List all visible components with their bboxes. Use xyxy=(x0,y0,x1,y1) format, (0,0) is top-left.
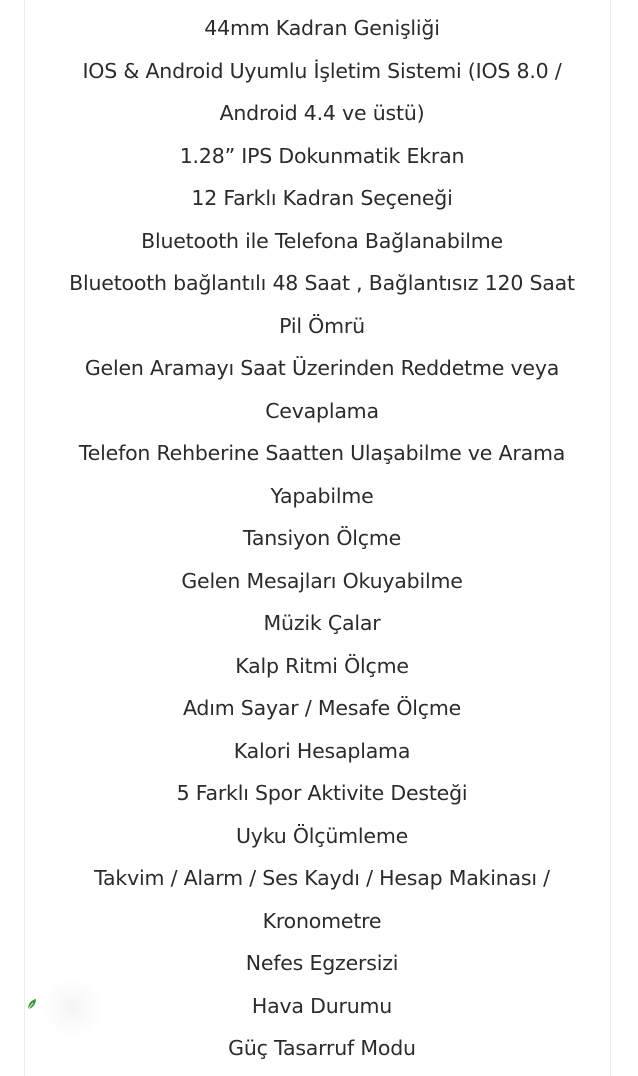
feature-line: Müzik Çalar xyxy=(263,611,381,635)
feature-line: Takvim / Alarm / Ses Kaydı / Hesap Makinası / xyxy=(94,866,550,890)
feature-line: Güç Tasarruf Modu xyxy=(228,1036,416,1060)
feature-line: Gelen Aramayı Saat Üzerinden Reddetme veya xyxy=(84,356,560,380)
floating-widget-shadow xyxy=(40,976,104,1040)
feature-line: 12 Farklı Kadran Seçeneği xyxy=(191,186,453,210)
feature-line: 44mm Kadran Genişliği xyxy=(204,16,440,40)
feature-line: 1.28” IPS Dokunmatik Ekran xyxy=(179,143,465,168)
feature-line: IOS & Android Uyumlu İşletim Sistemi (IOS 8.0 / xyxy=(82,58,562,83)
feature-line: 5 Farklı Spor Aktivite Desteği xyxy=(176,781,468,805)
feature-line: Adım Sayar / Mesafe Ölçme xyxy=(182,696,462,720)
feature-line: Gelen Mesajları Okuyabilme xyxy=(181,568,463,593)
feature-line: Bluetooth ile Telefona Bağlanabilme xyxy=(141,228,503,253)
feature-line: Kalp Ritmi Ölçme xyxy=(235,653,409,678)
content-border-left xyxy=(24,0,25,1076)
feature-list xyxy=(30,7,614,1070)
feature-line: Android 4.4 ve üstü) xyxy=(219,101,425,125)
feature-line: Yapabilme xyxy=(270,483,374,508)
feature-line: Kalori Hesaplama xyxy=(233,738,411,763)
feature-line: Hava Durumu xyxy=(251,993,393,1018)
feature-line: Uyku Ölçümleme xyxy=(235,823,409,848)
feature-line: Kronometre xyxy=(262,908,382,933)
feature-line: Cevaplama xyxy=(265,398,379,423)
feature-line: Telefon Rehberine Saatten Ulaşabilme ve Arama xyxy=(78,441,566,465)
feature-line: Tansiyon Ölçme xyxy=(242,526,402,550)
feature-line: Pil Ömrü xyxy=(279,313,365,338)
feature-line: Nefes Egzersizi xyxy=(245,951,399,975)
feature-line: Bluetooth bağlantılı 48 Saat , Bağlantısız 120 Saat xyxy=(69,271,575,295)
leaf-icon[interactable] xyxy=(26,998,38,1010)
